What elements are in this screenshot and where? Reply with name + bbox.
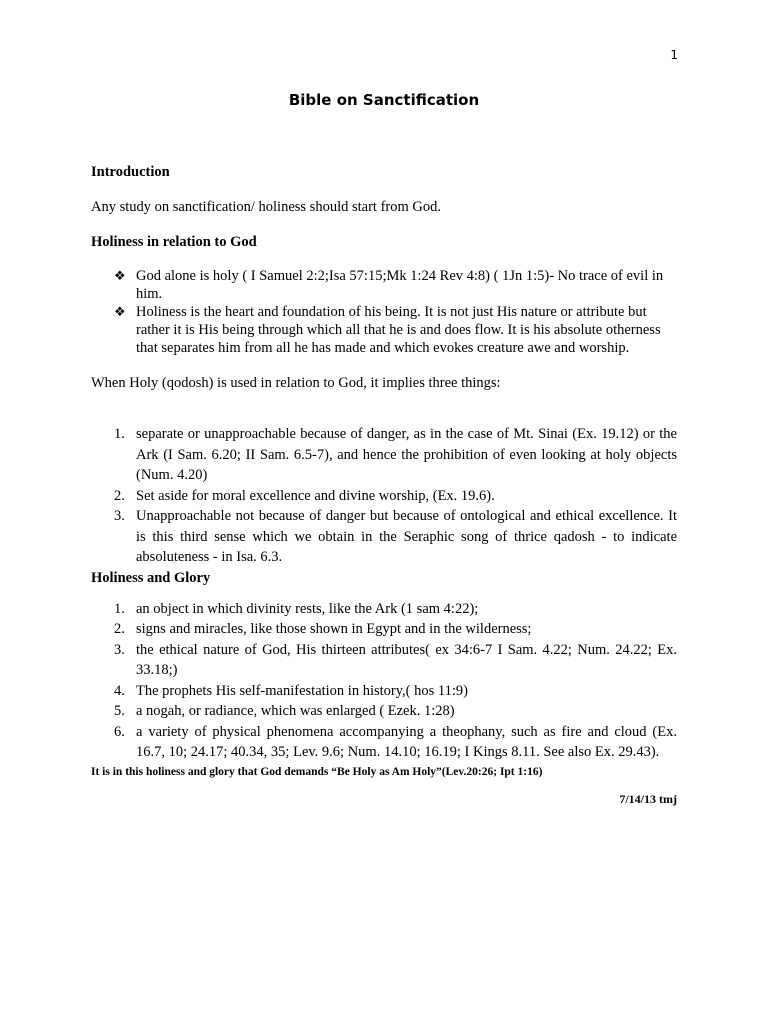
- holiness-glory-heading: Holiness and Glory: [91, 569, 211, 586]
- list-text: Unapproachable not because of danger but because of ontological and ethical excellence. It is this third sense which we obtain in the Seraphic song of thrice qadosh - to indicate absoluteness - in Isa. 6.3.: [136, 508, 677, 565]
- list-text: The prophets His self-manifestation in history,( hos 11:9): [136, 682, 468, 699]
- list-number: 1.: [114, 600, 125, 617]
- list-text: a variety of physical phenomena accompanying a theophany, such as fire and cloud (Ex. 16.7, 10; 24.17; 40.34, 35; Lev. 9.6; Num. 14.10; 16.19; I Kings 8.11. See also Ex. 29.43).: [136, 723, 677, 760]
- qodosh-intro-text: When Holy (qodosh) is used in relation to God, it implies three things:: [91, 375, 501, 391]
- bullet-text: Holiness is the heart and foundation of his being. It is not just His nature or attribute but rather it is His being through which all that he is and does flow. It is his absolute otherness that separates him from all he has made and which evokes creature awe and worship.: [136, 304, 661, 356]
- list-number: 4.: [114, 682, 125, 699]
- holiness-god-heading: Holiness in relation to God: [91, 234, 257, 250]
- three-things-list: [91, 424, 677, 568]
- list-text: Set aside for moral excellence and divine worship, (Ex. 19.6).: [136, 487, 495, 504]
- list-item: [114, 681, 677, 702]
- list-number: 1.: [114, 426, 125, 442]
- list-text: the ethical nature of God, His thirteen attributes( ex 34:6-7 I Sam. 4.22; Num. 24.22; Ex. 33.18;): [136, 641, 677, 678]
- list-number: 6.: [114, 723, 125, 740]
- diamond-bullet-icon: ❖: [114, 268, 126, 283]
- document-body: [91, 162, 677, 807]
- closing-statement: It is in this holiness and glory that God demands “Be Holy as Am Holy”(Lev.20:26; Ipt 1:16): [91, 765, 543, 778]
- introduction-heading: Introduction: [91, 164, 170, 180]
- list-item: [114, 303, 677, 357]
- list-text: a nogah, or radiance, which was enlarged ( Ezek. 1:28): [136, 703, 455, 719]
- list-text: separate or unapproachable because of danger, as in the case of Mt. Sinai (Ex. 19.12) or the Ark (I Sam. 6.20; II Sam. 6.5-7), and hence the prohibition of even looking at holy objects (Num. 4.20): [136, 426, 677, 483]
- page-number: 1: [670, 48, 678, 62]
- diamond-bullet-icon: ❖: [114, 304, 126, 319]
- list-text: an object in which divinity rests, like the Ark (1 sam 4:22);: [136, 600, 479, 617]
- list-item: [114, 424, 677, 486]
- list-item: [114, 619, 677, 640]
- list-number: 3.: [114, 508, 125, 524]
- list-number: 2.: [114, 621, 125, 637]
- list-number: 5.: [114, 703, 125, 719]
- list-item: [114, 599, 677, 620]
- list-item: [114, 701, 677, 722]
- list-text: signs and miracles, like those shown in Egypt and in the wilderness;: [136, 621, 532, 637]
- bullet-text: God alone is holy ( I Samuel 2:2;Isa 57:15;Mk 1:24 Rev 4:8) ( 1Jn 1:5)- No trace of evil in him.: [136, 268, 664, 302]
- list-item: [114, 506, 677, 568]
- list-item: [114, 267, 677, 303]
- list-number: 3.: [114, 641, 125, 658]
- list-item: [114, 722, 677, 763]
- holiness-glory-list: [91, 599, 677, 763]
- date-signature: 7/14/13 tmj: [619, 791, 677, 806]
- document-title: Bible on Sanctification: [288, 91, 480, 109]
- list-number: 2.: [114, 487, 125, 504]
- list-item: [114, 640, 677, 681]
- list-item: [114, 486, 677, 507]
- holiness-god-list: [91, 267, 677, 357]
- introduction-text: Any study on sanctification/ holiness should start from God.: [91, 199, 441, 215]
